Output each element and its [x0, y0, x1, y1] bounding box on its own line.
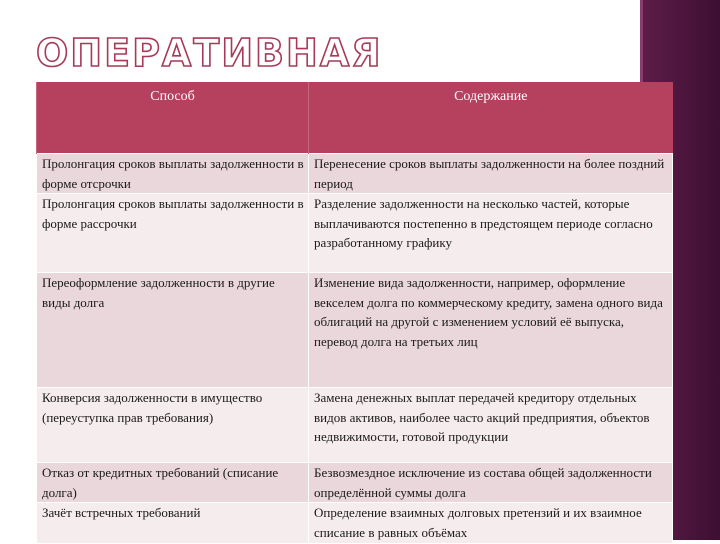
method-cell: Зачёт встречных требований — [37, 503, 309, 543]
method-cell: Пролонгация сроков выплаты задолженности в форме рассрочки — [37, 194, 309, 273]
method-cell: Отказ от кредитных требований (списание долга) — [37, 463, 309, 503]
content-cell: Замена денежных выплат передачей кредитору отдельных видов активов, наиболее часто акций предприятия, объектов недвижимости, готовой продукции — [309, 388, 673, 463]
methods-table — [36, 82, 673, 544]
table-row — [37, 503, 673, 543]
content-cell: Определение взаимных долговых претензий и их взаимное списание в равных объёмах — [309, 503, 673, 543]
content-cell: Изменение вида задолженности, например, оформление векселем долга по коммерческому кредиту, замена одного вида облигаций на другой с изменением условий её выпуска, перевод долга на третьих лиц — [309, 273, 673, 388]
method-cell: Конверсия задолженности в имущество (переуступка прав требования) — [37, 388, 309, 463]
header-content: Содержание — [309, 82, 673, 154]
header-method: Способ — [37, 82, 309, 154]
slide-title: ОПЕРАТИВНАЯ — [36, 31, 383, 75]
table-row — [37, 388, 673, 463]
method-cell: Переоформление задолженности в другие виды долга — [37, 273, 309, 388]
table-header-row — [37, 82, 673, 154]
content-cell: Безвозмездное исключение из состава общей задолженности определённой суммы долга — [309, 463, 673, 503]
table-row — [37, 463, 673, 503]
content-cell: Перенесение сроков выплаты задолженности на более поздний период — [309, 154, 673, 194]
method-cell: Пролонгация сроков выплаты задолженности в форме отсрочки — [37, 154, 309, 194]
table-row — [37, 273, 673, 388]
table-row — [37, 154, 673, 194]
content-cell: Разделение задолженности на несколько частей, которые выплачиваются постепенно в предстоящем периоде согласно разработанному графику — [309, 194, 673, 273]
table-row — [37, 194, 673, 273]
